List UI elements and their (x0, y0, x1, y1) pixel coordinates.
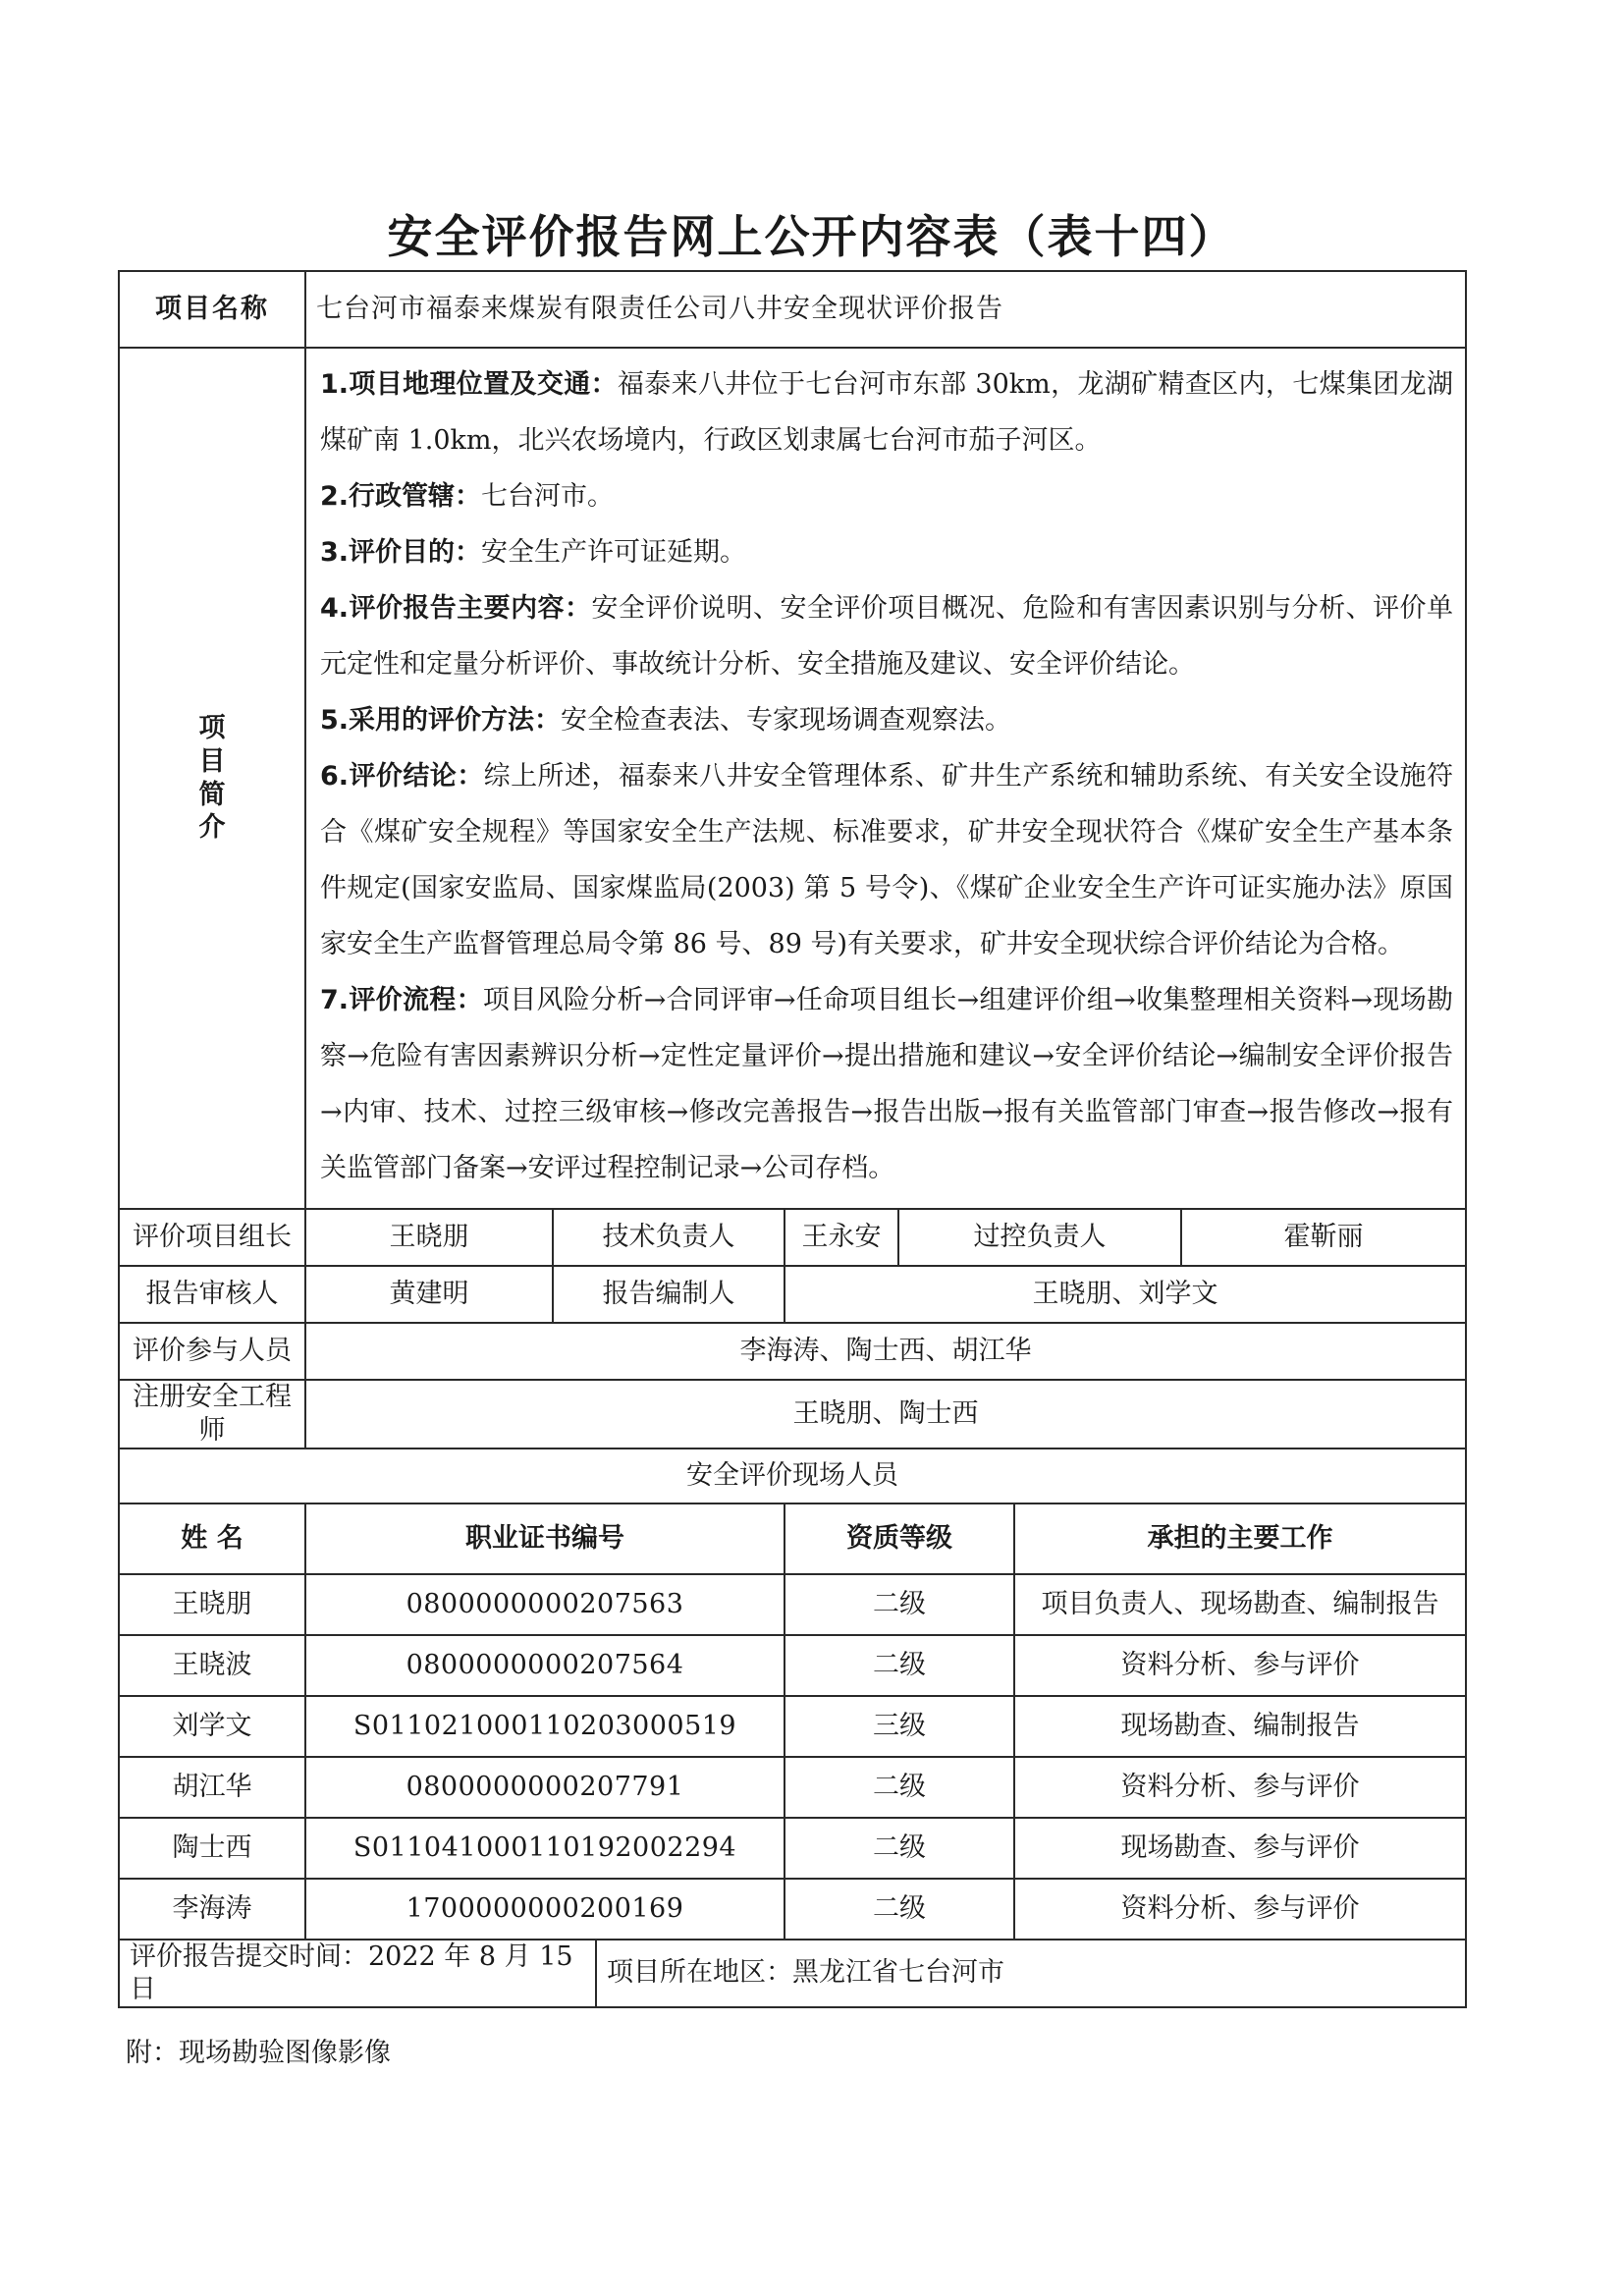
intro-item: 5.采用的评价方法：安全检查表法、专家现场调查观察法。 (320, 705, 1012, 736)
staff-work: 项目负责人、现场勘查、编制报告 (1014, 1574, 1466, 1635)
participants-label: 评价参与人员 (119, 1323, 305, 1380)
intro-item: 3.评价目的：安全生产许可证延期。 (320, 537, 747, 568)
staff-cert: S011021000110203000519 (305, 1696, 784, 1757)
tech-label: 技术负责人 (553, 1209, 784, 1266)
table-row (119, 1757, 1466, 1818)
staff-work: 资料分析、参与评价 (1014, 1879, 1466, 1940)
staff-level: 二级 (784, 1635, 1014, 1696)
staff-cert: 0800000000207564 (305, 1635, 784, 1696)
staff-level: 二级 (784, 1879, 1014, 1940)
project-location: 项目所在地区：黑龙江省七台河市 (596, 1940, 1466, 2008)
staff-name: 李海涛 (119, 1879, 305, 1940)
engineers-value: 王晓朋、陶士西 (305, 1380, 1466, 1449)
staff-level: 三级 (784, 1696, 1014, 1757)
page-title: 安全评价报告网上公开内容表（表十四） (387, 210, 1236, 263)
project-intro-label: 项 目 简 介 (119, 348, 305, 1209)
participants-value: 李海涛、陶士西、胡江华 (305, 1323, 1466, 1380)
staff-header-name: 姓 名 (119, 1503, 305, 1574)
table-row (119, 1574, 1466, 1635)
staff-header-cert: 职业证书编号 (305, 1503, 784, 1574)
staff-header-level: 资质等级 (784, 1503, 1014, 1574)
intro-item: 6.评价结论：综上所述，福泰来八井安全管理体系、矿井生产系统和辅助系统、有关安全设施符合《煤矿安全规程》等国家安全生产法规、标准要求，矿井安全现状符合《煤矿安全生产基本条件规定(国家安监局、国家煤监局(2003) 第 5 号令)、《煤矿企业安全生产许可证实施办法》原国家安全生产监督管理总局令第 86 号、89 号)有关要求，矿井安全现状综合评价结论为合格。 (320, 761, 1453, 959)
staff-name: 刘学文 (119, 1696, 305, 1757)
staff-work: 现场勘查、编制报告 (1014, 1696, 1466, 1757)
staff-cert: 0800000000207563 (305, 1574, 784, 1635)
attachment-note: 附：现场勘验图像影像 (126, 2038, 391, 2068)
project-name: 七台河市福泰来煤炭有限责任公司八井安全现状评价报告 (305, 271, 1466, 348)
staff-cert: S011041000110192002294 (305, 1818, 784, 1879)
staff-work: 资料分析、参与评价 (1014, 1757, 1466, 1818)
staff-name: 王晓波 (119, 1635, 305, 1696)
staff-name: 王晓朋 (119, 1574, 305, 1635)
engineers-label: 注册安全工程师 (119, 1380, 305, 1449)
intro-item: 2.行政管辖：七台河市。 (320, 481, 615, 512)
staff-header-work: 承担的主要工作 (1014, 1503, 1466, 1574)
intro-item: 7.评价流程：项目风险分析→合同评审→任命项目组长→组建评价组→收集整理相关资料→现场勘察→危险有害因素辨识分析→定性定量评价→提出措施和建议→安全评价结论→编制安全评价报告→内审、技术、过控三级审核→修改完善报告→报告出版→报有关监管部门审查→报告修改→报有关监管部门备案→安评过程控制记录→公司存档。 (320, 985, 1453, 1183)
staff-cert: 0800000000207791 (305, 1757, 784, 1818)
submit-date: 评价报告提交时间：2022 年 8 月 15 日 (119, 1940, 596, 2008)
table-row (119, 1818, 1466, 1879)
staff-work: 现场勘查、参与评价 (1014, 1818, 1466, 1879)
table-row (119, 1696, 1466, 1757)
staff-section-title: 安全评价现场人员 (119, 1449, 1466, 1503)
reviewer-value: 黄建明 (305, 1266, 553, 1323)
staff-level: 二级 (784, 1818, 1014, 1879)
staff-level: 二级 (784, 1574, 1014, 1635)
table-row (119, 1879, 1466, 1940)
intro-item: 1.项目地理位置及交通：福泰来八井位于七台河市东部 30km，龙湖矿精查区内，七煤集团龙湖煤矿南 1.0km，北兴农场境内，行政区划隶属七台河市茄子河区。 (320, 369, 1453, 456)
staff-work: 资料分析、参与评价 (1014, 1635, 1466, 1696)
tech-value: 王永安 (784, 1209, 898, 1266)
staff-name: 胡江华 (119, 1757, 305, 1818)
project-intro (305, 348, 1466, 1209)
disclosure-table (118, 270, 1467, 2008)
writer-value: 王晓朋、刘学文 (784, 1266, 1466, 1323)
control-value: 霍靳丽 (1181, 1209, 1466, 1266)
project-name-label: 项目名称 (119, 271, 305, 348)
leader-value: 王晓朋 (305, 1209, 553, 1266)
writer-label: 报告编制人 (553, 1266, 784, 1323)
staff-name: 陶士西 (119, 1818, 305, 1879)
table-row (119, 1635, 1466, 1696)
staff-level: 二级 (784, 1757, 1014, 1818)
intro-item: 4.评价报告主要内容：安全评价说明、安全评价项目概况、危险和有害因素识别与分析、评价单元定性和定量分析评价、事故统计分析、安全措施及建议、安全评价结论。 (320, 593, 1453, 680)
staff-cert: 1700000000200169 (305, 1879, 784, 1940)
reviewer-label: 报告审核人 (119, 1266, 305, 1323)
leader-label: 评价项目组长 (119, 1209, 305, 1266)
control-label: 过控负责人 (898, 1209, 1181, 1266)
